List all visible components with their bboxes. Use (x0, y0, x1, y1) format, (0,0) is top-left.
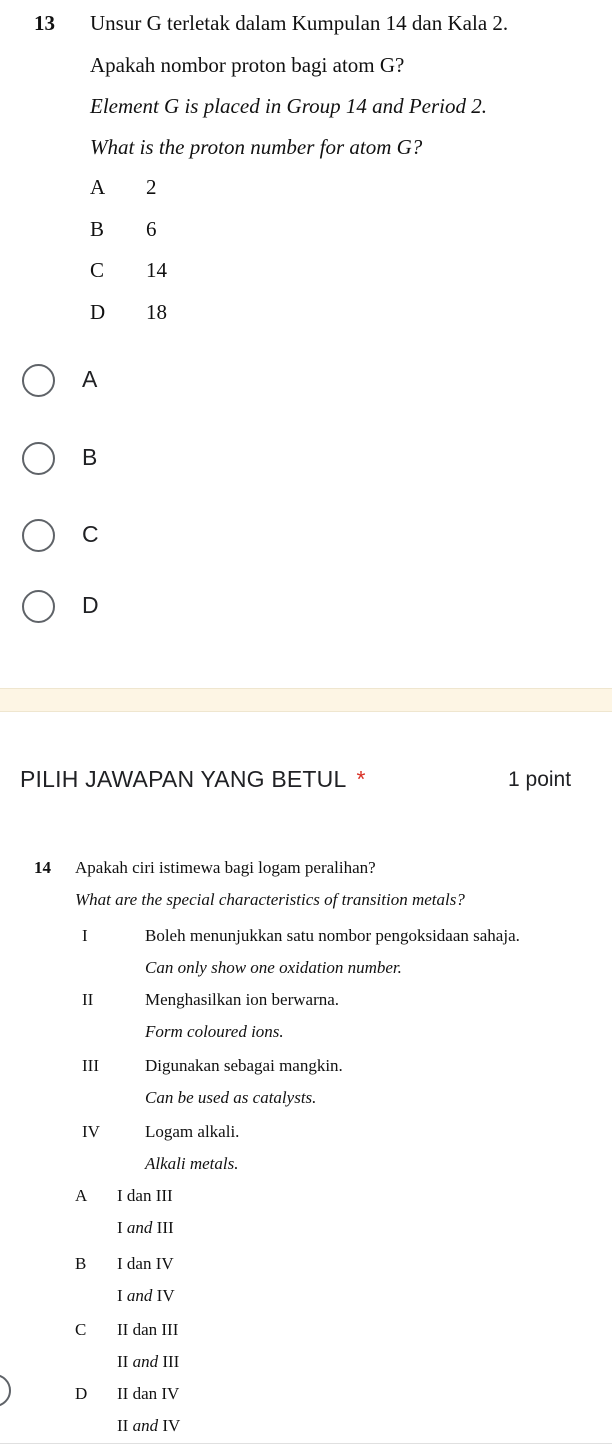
answer-choice-d[interactable] (20, 584, 580, 632)
q13-option-letter: A (90, 175, 106, 199)
q14-option-letter: D (75, 1384, 88, 1403)
question-14-text-malay: Apakah ciri istimewa bagi logam peralihan? (75, 858, 376, 877)
statement-malay: Logam alkali. (145, 1122, 240, 1141)
bottom-divider (0, 1443, 612, 1444)
question-13-prompt-malay: Apakah nombor proton bagi atom G? (90, 53, 405, 77)
required-asterisk: * (356, 766, 366, 792)
statement-english: Form coloured ions. (145, 1022, 284, 1041)
q14-option-english-part: II (117, 1352, 129, 1371)
statement-english: Can only show one oxidation number. (145, 958, 402, 977)
question-14-text-english: What are the special characteristics of transition metals? (75, 890, 465, 909)
statement-english: Can be used as catalysts. (145, 1088, 317, 1107)
q14-option-letter: A (75, 1186, 88, 1205)
q14-option-english-part: IV (162, 1416, 181, 1435)
radio-button-icon[interactable] (22, 442, 55, 475)
statement-english: Alkali metals. (145, 1154, 239, 1173)
q13-option-letter: D (90, 300, 106, 324)
q14-option-english (117, 1352, 179, 1372)
question-13-text-malay: Unsur G terletak dalam Kumpulan 14 dan Kala 2. (90, 11, 509, 35)
q13-option-value: 14 (146, 258, 167, 282)
q13-option-letter: B (90, 217, 105, 241)
answer-choice-a[interactable] (20, 358, 580, 406)
q14-option-english-and: and (126, 1218, 153, 1237)
q13-option-value: 2 (146, 175, 157, 199)
q13-option-value: 6 (146, 217, 157, 241)
statement-malay: Menghasilkan ion berwarna. (145, 990, 340, 1009)
statement-malay: Digunakan sebagai mangkin. (145, 1056, 343, 1075)
points-label: 1 point (508, 768, 572, 791)
q14-option-english-part: III (156, 1218, 174, 1237)
q14-option-malay: II dan III (117, 1320, 179, 1339)
answer-choice-label: A (82, 366, 98, 392)
question-title (20, 766, 366, 793)
answer-choice-label: D (82, 592, 99, 618)
statement-malay: Boleh menunjukkan satu nombor pengoksidaan sahaja. (145, 926, 520, 945)
q14-option-english-and: and (132, 1352, 159, 1371)
q13-option-letter: C (90, 258, 105, 282)
q14-option-letter: C (75, 1320, 87, 1339)
section-divider (0, 688, 612, 712)
statement-numeral: IV (82, 1122, 100, 1141)
q14-option-english-part: I (117, 1218, 123, 1237)
q14-option-malay: I dan IV (117, 1254, 174, 1273)
q14-option-letter: B (75, 1254, 87, 1273)
q14-option-english (117, 1218, 174, 1238)
q14-option-english (117, 1416, 180, 1436)
question-13-number: 13 (34, 11, 55, 35)
q14-option-malay: I dan III (117, 1186, 173, 1205)
question-13-prompt-english: What is the proton number for atom G? (90, 135, 423, 159)
statement-numeral: III (82, 1056, 99, 1075)
q14-option-english (117, 1286, 175, 1306)
radio-button-icon[interactable] (22, 519, 55, 552)
q14-option-english-part: III (162, 1352, 180, 1371)
answer-choice-label: C (82, 521, 99, 547)
q14-option-english-and: and (126, 1286, 153, 1305)
q14-option-english-part: I (117, 1286, 123, 1305)
question-title-text: PILIH JAWAPAN YANG BETUL (20, 766, 347, 792)
radio-button-icon[interactable] (22, 364, 55, 397)
q14-option-malay: II dan IV (117, 1384, 180, 1403)
answer-choice-c[interactable] (20, 513, 580, 561)
q14-option-english-part: II (117, 1416, 129, 1435)
q14-option-english-and: and (132, 1416, 159, 1435)
statement-numeral: I (82, 926, 88, 945)
question-13-text-english: Element G is placed in Group 14 and Period 2. (90, 94, 488, 118)
q13-option-value: 18 (146, 300, 167, 324)
radio-button-icon[interactable] (22, 590, 55, 623)
q14-option-english-part: IV (156, 1286, 175, 1305)
radio-button-icon[interactable] (0, 1374, 11, 1407)
answer-choice-label: B (82, 444, 98, 470)
question-14-number: 14 (34, 858, 51, 877)
statement-numeral: II (82, 990, 94, 1009)
answer-choice-b[interactable] (20, 436, 580, 484)
